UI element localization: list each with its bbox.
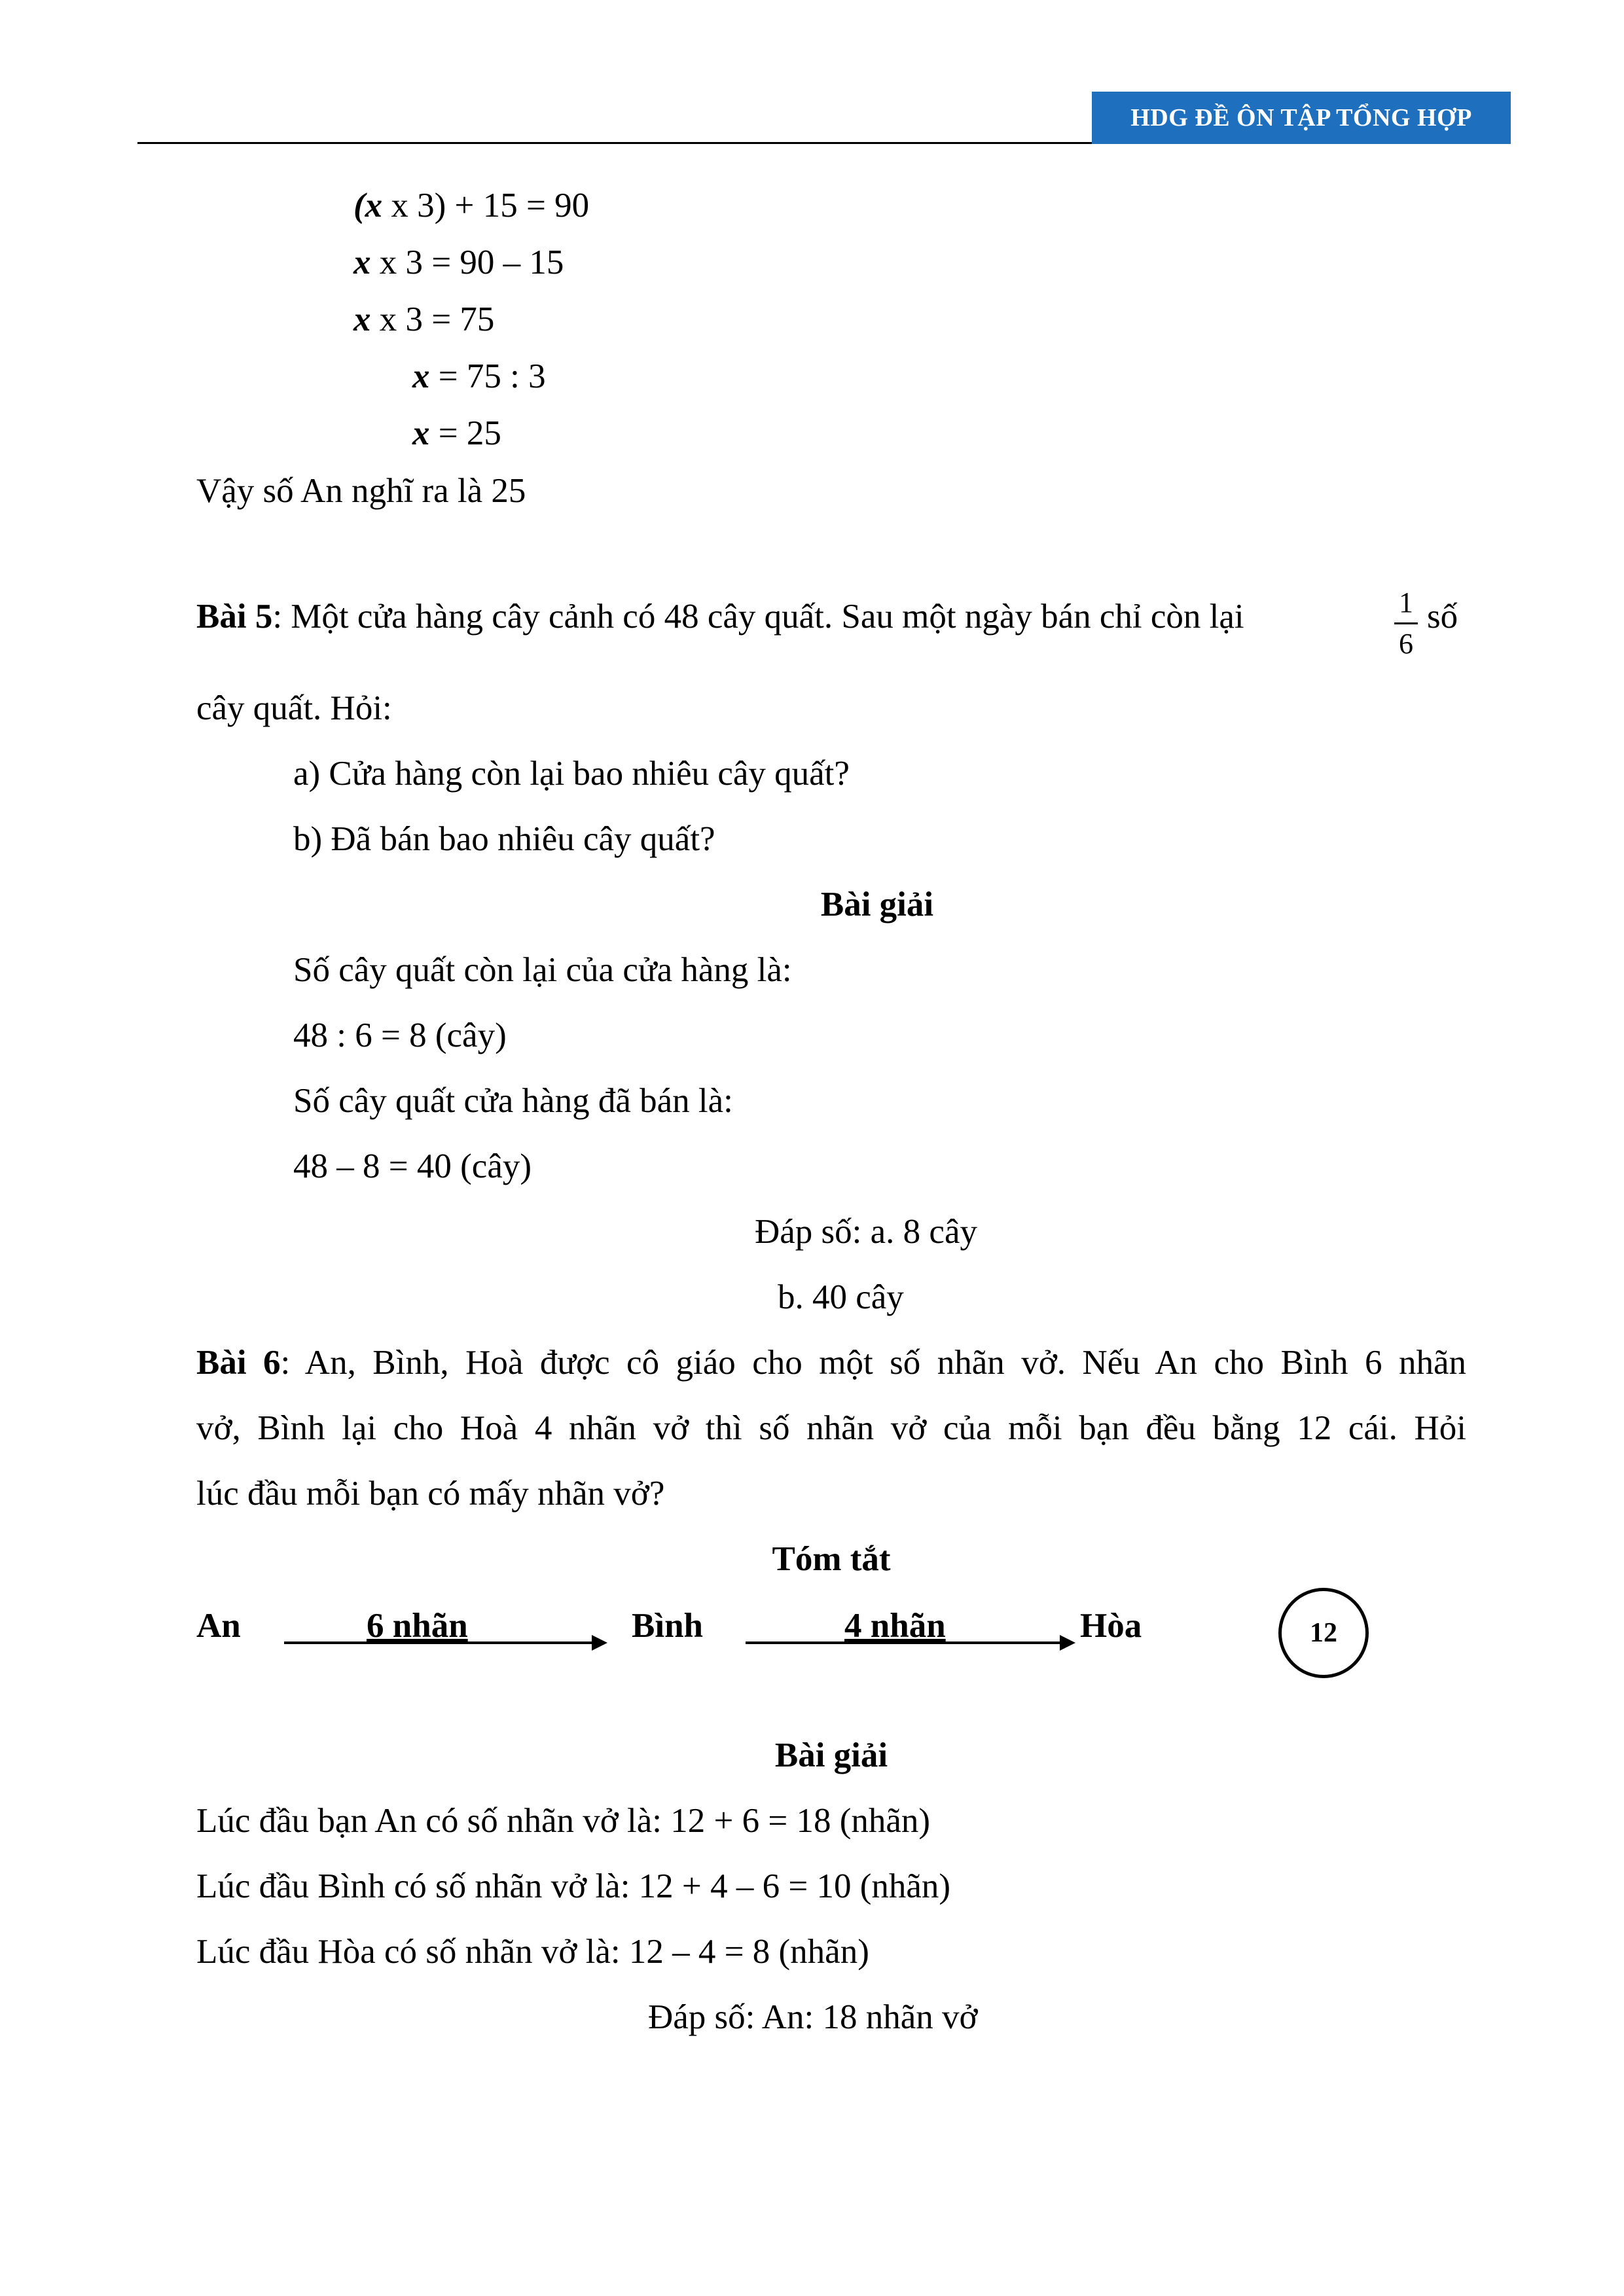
bai5-solution-title: Bài giải — [820, 886, 934, 924]
equation-line-2: x x 3 = 90 – 15 — [353, 243, 564, 281]
bai5-answer-a: Đáp số: a. 8 cây — [755, 1213, 977, 1251]
bai5-statement-line2: cây quất. Hỏi: — [196, 689, 392, 727]
bai5-answer-b: b. 40 cây — [778, 1278, 904, 1316]
bai6-statement-line1: Bài 6: An, Bình, Hoà được cô giáo cho một số nhãn vở. Nếu An cho Bình 6 nhãn — [196, 1344, 1466, 1382]
circle-twelve: 12 — [1278, 1588, 1369, 1678]
diagram-hoa: Hòa — [1080, 1607, 1142, 1645]
bai6-summary-title: Tóm tắt — [772, 1540, 891, 1578]
bai5-question-a: a) Cửa hàng còn lại bao nhiêu cây quất? — [293, 755, 850, 793]
bai6-label: Bài 6 — [196, 1344, 281, 1382]
bai6-solution-line-1: Lúc đầu bạn An có số nhãn vở là: 12 + 6 = 18 (nhãn) — [196, 1802, 931, 1840]
equation-line-1: (x x 3) + 15 = 90 — [353, 187, 590, 224]
fraction-one-sixth: 1 6 — [1386, 586, 1426, 661]
bai5-solution-line-3: Số cây quất cửa hàng đã bán là: — [293, 1082, 733, 1120]
header-badge: HDG ĐỀ ÔN TẬP TỔNG HỢP — [1092, 92, 1511, 144]
bai6-statement-line2: vở, Bình lại cho Hoà 4 nhãn vở thì số nhãn vở của mỗi bạn đều bằng 12 cái. Hỏi — [196, 1409, 1466, 1447]
equation-line-4: x = 75 : 3 — [412, 357, 546, 395]
diagram-arrow1-label: 6 nhãn — [367, 1607, 468, 1645]
diagram-arrow2-label: 4 nhãn — [844, 1607, 946, 1645]
bai6-answer: Đáp số: An: 18 nhãn vở — [648, 1998, 978, 2036]
bai5-label: Bài 5 — [196, 598, 273, 636]
bai5-question-b: b) Đã bán bao nhiêu cây quất? — [293, 820, 715, 858]
equation-line-3: x x 3 = 75 — [353, 300, 495, 338]
bai6-solution-line-3: Lúc đầu Hòa có số nhãn vở là: 12 – 4 = 8 (nhãn) — [196, 1933, 869, 1971]
bai6-solution-line-2: Lúc đầu Bình có số nhãn vở là: 12 + 4 – 6 = 10 (nhãn) — [196, 1867, 951, 1905]
equation-line-5: x = 25 — [412, 414, 501, 452]
bai5-solution-line-4: 48 – 8 = 40 (cây) — [293, 1147, 532, 1185]
diagram-binh: Bình — [632, 1607, 704, 1645]
bai4-conclusion: Vậy số An nghĩ ra là 25 — [196, 472, 526, 510]
bai6-statement-line3: lúc đầu mỗi bạn có mấy nhãn vở? — [196, 1475, 665, 1513]
bai5-solution-line-2: 48 : 6 = 8 (cây) — [293, 1016, 507, 1054]
bai5-statement: Bài 5: Một cửa hàng cây cảnh có 48 cây quất. Sau một ngày bán chỉ còn lại — [196, 598, 1244, 636]
bai6-solution-title: Bài giải — [774, 1736, 888, 1774]
bai5-statement-tail: số — [1427, 598, 1458, 636]
bai5-solution-line-1: Số cây quất còn lại của cửa hàng là: — [293, 951, 792, 989]
diagram-an: An — [196, 1607, 241, 1645]
